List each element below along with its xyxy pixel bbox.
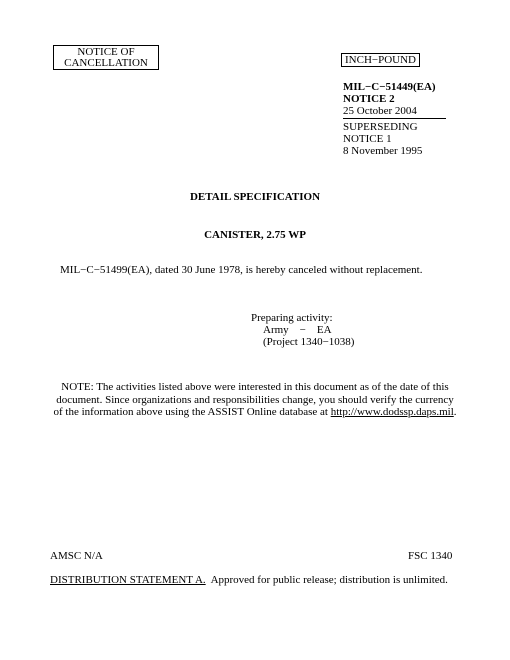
note-line-2: document. Since organizations and responsibilities change, you should verify the currency (56, 393, 454, 406)
notice-number: NOTICE 2 (343, 93, 395, 105)
superseding-label: SUPERSEDING (343, 121, 418, 133)
superseded-date: 8 November 1995 (343, 145, 423, 157)
header-divider (343, 118, 446, 119)
fsc-code: FSC 1340 (408, 550, 453, 562)
superseded-notice: NOTICE 1 (343, 133, 392, 145)
document-number: MIL−C−51449(EA) (343, 81, 436, 93)
note-line-1: NOTE: The activities listed above were interested in this document as of the date of this (61, 381, 449, 393)
note-line-3-prefix: of the information above using the ASSIST Online database at (53, 406, 331, 418)
assist-database-link[interactable]: http://www.dodssp.daps.mil (330, 406, 454, 418)
distribution-statement (50, 574, 448, 586)
distribution-label: DISTRIBUTION STATEMENT A. (50, 574, 206, 586)
cancellation-box (53, 45, 159, 70)
spec-title: CANISTER, 2.75 WP (204, 229, 306, 241)
spec-type: DETAIL SPECIFICATION (189, 191, 321, 203)
units-box: INCH−POUND (341, 53, 420, 67)
distribution-text: Approved for public release; distribution is unlimited. (205, 574, 448, 586)
cancellation-line-2: CANCELLATION (64, 57, 148, 69)
note-line-3-suffix: . (453, 406, 457, 418)
cancel-statement: MIL−C−51499(EA), dated 30 June 1978, is hereby canceled without replacement. (60, 264, 423, 276)
notice-date: 25 October 2004 (343, 105, 417, 117)
amsc-code: AMSC N/A (50, 550, 103, 562)
preparing-activity-label: Preparing activity: (251, 312, 333, 324)
preparing-activity-project: (Project 1340−1038) (263, 336, 355, 348)
note-paragraph (40, 381, 470, 419)
preparing-activity-org: Army − EA (263, 324, 332, 336)
cancellation-line-1: NOTICE OF (77, 46, 135, 58)
note-line-3 (40, 406, 470, 419)
